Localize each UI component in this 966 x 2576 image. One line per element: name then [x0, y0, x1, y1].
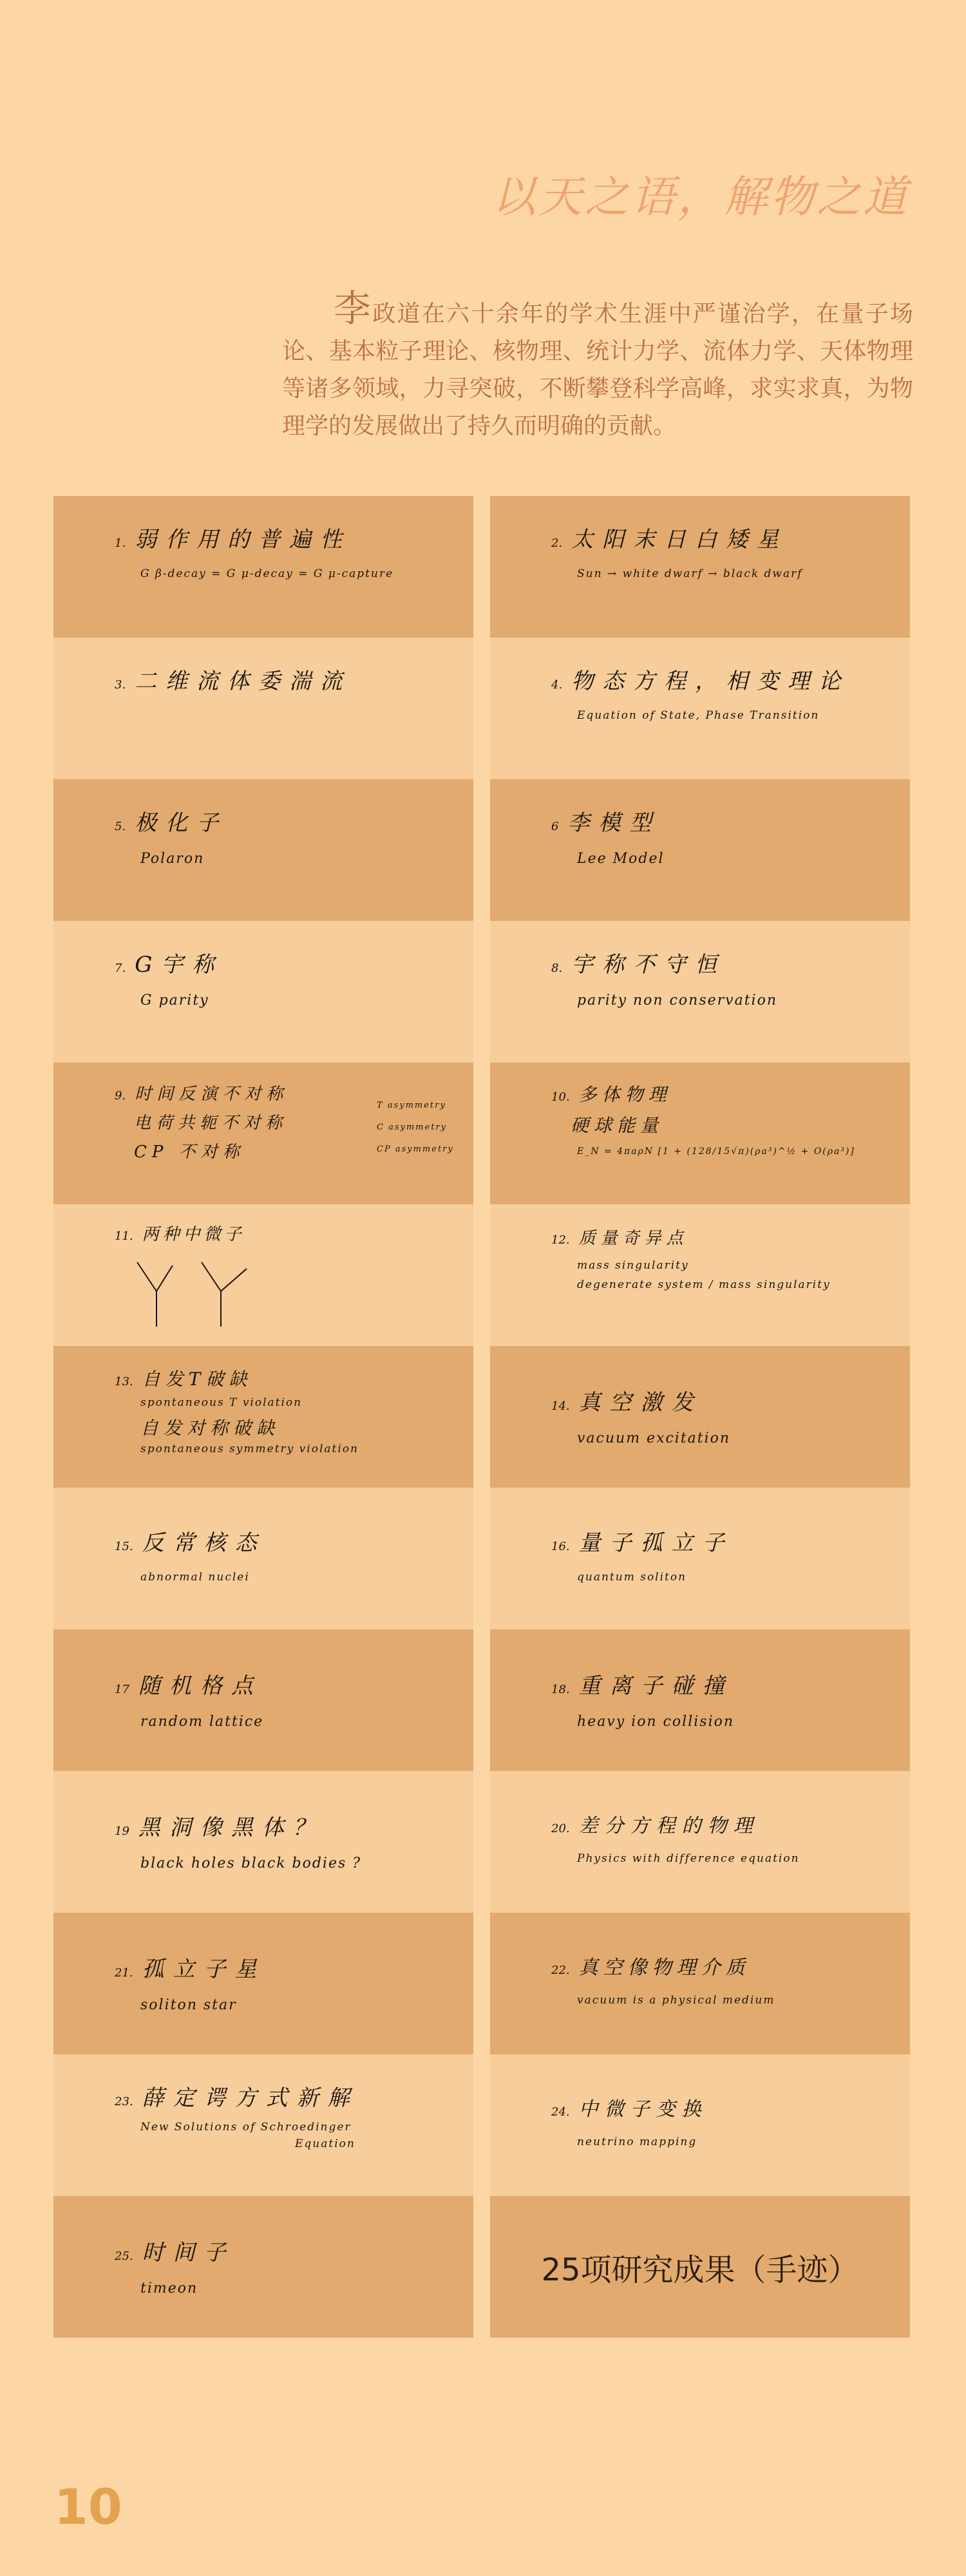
item-card: [490, 1629, 910, 1771]
item-card: [53, 2196, 473, 2338]
item-card: [53, 1629, 473, 1771]
item-subtitle: Lee Model: [577, 851, 665, 867]
item-card: [490, 1346, 910, 1488]
item-number: 19: [115, 1824, 129, 1838]
item-title: 极化子: [135, 810, 228, 836]
item-card: [490, 496, 910, 638]
item-card: [490, 921, 910, 1063]
item-title: 宇称不守恒: [571, 952, 726, 978]
item-title: 物态方程，相变理论: [571, 668, 850, 694]
item-card: [53, 1913, 473, 2054]
item-subtitle: Sun → white dwarf → black dwarf: [577, 567, 803, 580]
item-title: 真空激发: [578, 1390, 703, 1416]
item-card: [490, 1488, 910, 1629]
item-number: 22.: [551, 1964, 570, 1977]
item-subtitle-line2: degenerate system / mass singularity: [577, 1278, 831, 1291]
item-title: G宇称: [135, 952, 223, 978]
intro-drop-char: 李: [334, 287, 373, 330]
item-card: [53, 2054, 473, 2196]
item-title: 多体物理: [578, 1084, 672, 1105]
item-subtitle: Physics with difference equation: [577, 1852, 800, 1865]
item-number: 23.: [115, 2095, 133, 2108]
item-title: 两种中微子: [142, 1225, 245, 1244]
item-number: 9.: [115, 1089, 126, 1103]
item-title: 自发T破缺: [142, 1368, 252, 1390]
item-subtitle-line2: spontaneous symmetry violation: [140, 1443, 359, 1455]
item-number: 10.: [551, 1090, 570, 1104]
item-title: 随机格点: [138, 1673, 262, 1699]
item-number: 5.: [115, 820, 126, 833]
item-number: 14.: [551, 1399, 570, 1413]
intro-text: 政道在六十余年的学术生涯中严谨治学，在量子场论、基本粒子理论、核物理、统计力学、流体力学、天体物理等诸多领域，力寻突破，不断攀登科学高峰，求实求真，为物理学的发展做出了持久而明确的贡献。: [282, 301, 913, 439]
item-card: [490, 779, 910, 921]
item-card: [490, 1771, 910, 1913]
achievements-grid: [53, 496, 910, 2338]
item-subtitle: vacuum is a physical medium: [577, 1994, 775, 2007]
item-number: 20.: [551, 1822, 570, 1835]
item-subtitle: G parity: [140, 992, 209, 1009]
item-card: [53, 921, 473, 1063]
item-subtitle: vacuum excitation: [577, 1430, 731, 1446]
item-title-line2: 硬球能量: [571, 1115, 664, 1136]
item-card: [490, 1063, 910, 1204]
item-card: [490, 638, 910, 779]
item-number: 11.: [115, 1229, 133, 1243]
item-subtitle: abnormal nuclei: [140, 1571, 250, 1584]
item-card: [490, 2054, 910, 2196]
item-card: [53, 1063, 473, 1204]
item-number: 25.: [115, 2249, 133, 2263]
item-number: 1.: [115, 536, 126, 550]
item-card: [53, 1204, 473, 1346]
item-title: 重离子碰撞: [578, 1673, 734, 1699]
item-title: 太阳末日白矮星: [571, 527, 788, 553]
item-number: 3.: [115, 678, 126, 692]
page-number: 10: [54, 2478, 122, 2535]
item-title: 时间反演不对称: [135, 1084, 289, 1104]
item-subtitle: black holes black bodies ?: [140, 1855, 362, 1871]
item-number: 12.: [551, 1233, 570, 1247]
item-title: 黑洞像黑体？: [138, 1815, 324, 1841]
item-title-line3: CP 不对称: [134, 1142, 245, 1162]
item-number: 17: [115, 1683, 129, 1696]
item-subtitle: soliton star: [140, 1997, 237, 2013]
item-subtitle: E_N = 4πaρN [1 + (128/15√π)(ρa³)^½ + O(ρa³)]: [577, 1146, 855, 1157]
item-card: [53, 1771, 473, 1913]
item-title: 薛定谔方式新解: [142, 2085, 359, 2111]
item-title: 差分方程的物理: [578, 1815, 759, 1837]
item-subtitle: New Solutions of Schroedinger: [140, 2121, 352, 2134]
item-title: 时间子: [142, 2240, 235, 2266]
item-subtitle: spontaneous T violation: [140, 1396, 303, 1409]
item-subtitle: random lattice: [140, 1714, 264, 1730]
item-number: 2.: [551, 536, 563, 550]
item-title: 二维流体委湍流: [135, 668, 352, 694]
item-title: 量子孤立子: [578, 1530, 734, 1556]
item-card: [53, 1488, 473, 1629]
item-card: [53, 638, 473, 779]
item-title-line2: 自发对称破缺: [140, 1417, 280, 1439]
item-subtitle: neutrino mapping: [577, 2136, 697, 2148]
item-subtitle-line2: Equation: [295, 2137, 355, 2150]
item-subtitle: parity non conservation: [577, 992, 777, 1009]
item-title: 真空像物理介质: [578, 1956, 750, 1979]
item-number: 18.: [551, 1683, 570, 1696]
item-title: 中微子变换: [578, 2098, 708, 2121]
feynman-diagram-icon: [124, 1246, 317, 1336]
item-card: [490, 1913, 910, 2054]
item-title: 孤立子星: [142, 1956, 266, 1982]
item-number: 16.: [551, 1540, 570, 1553]
item-subtitle: T asymmetry C asymmetry CP asymmetry: [377, 1101, 454, 1154]
item-number: 24.: [551, 2105, 570, 2119]
item-card: [53, 779, 473, 921]
item-subtitle: G β-decay = G μ-decay = G μ-capture: [140, 567, 394, 580]
item-subtitle: Equation of State, Phase Transition: [577, 709, 820, 722]
item-card: [490, 1204, 910, 1346]
item-subtitle: heavy ion collision: [577, 1714, 735, 1730]
item-title-line2: 电荷共轭不对称: [134, 1113, 288, 1133]
item-title: 反常核态: [142, 1530, 266, 1556]
item-card: [53, 496, 473, 638]
item-subtitle: mass singularity: [577, 1259, 689, 1272]
item-number: 7.: [115, 961, 126, 975]
item-subtitle: timeon: [140, 2280, 198, 2297]
item-number: 8.: [551, 961, 563, 975]
page-title: 以天之语，解物之道: [491, 172, 909, 223]
item-number: 13.: [115, 1375, 133, 1388]
item-subtitle: quantum soliton: [577, 1571, 687, 1584]
item-subtitle: Polaron: [140, 851, 205, 867]
item-title: 李模型: [567, 810, 661, 836]
item-number: 4.: [551, 678, 563, 692]
item-title: 弱作用的普遍性: [135, 527, 352, 553]
item-card: [53, 1346, 473, 1488]
item-title: 质量奇异点: [578, 1229, 688, 1248]
item-number: 15.: [115, 1540, 133, 1553]
intro-paragraph: [282, 287, 913, 445]
item-number: 21.: [115, 1966, 133, 1980]
summary-caption: 25项研究成果（手迹）: [490, 2196, 910, 2338]
item-number: 6: [551, 820, 559, 833]
